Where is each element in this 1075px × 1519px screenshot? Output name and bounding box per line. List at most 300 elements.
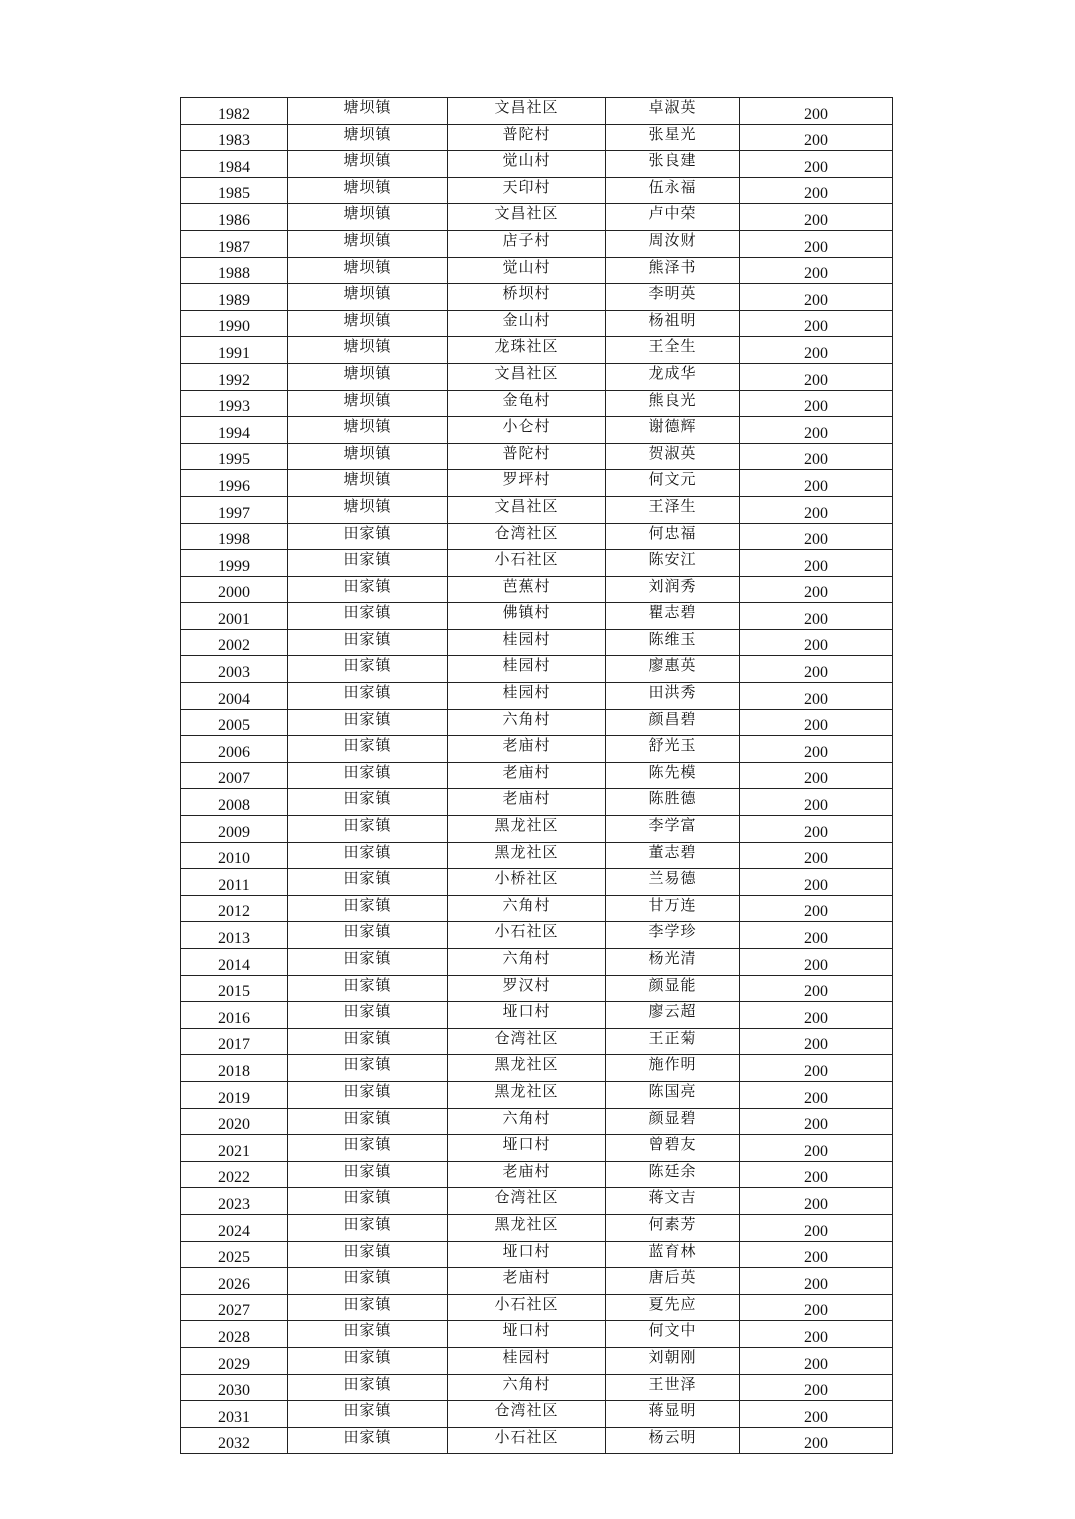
village-cell: 文昌社区 xyxy=(448,496,606,523)
serial-number-cell: 2027 xyxy=(181,1294,288,1321)
village-cell: 桥坝村 xyxy=(448,284,606,311)
amount-cell: 200 xyxy=(740,98,893,125)
name-cell: 伍永福 xyxy=(606,177,740,204)
town-cell: 塘坝镇 xyxy=(288,151,448,178)
village-cell: 觉山村 xyxy=(448,257,606,284)
town-cell: 塘坝镇 xyxy=(288,257,448,284)
village-cell: 垭口村 xyxy=(448,1321,606,1348)
name-cell: 龙成华 xyxy=(606,363,740,390)
table-row xyxy=(181,629,893,656)
serial-number-cell: 1984 xyxy=(181,151,288,178)
name-cell: 兰易德 xyxy=(606,869,740,896)
town-cell: 田家镇 xyxy=(288,922,448,949)
serial-number-cell: 2010 xyxy=(181,842,288,869)
serial-number-cell: 2017 xyxy=(181,1028,288,1055)
village-cell: 仓湾社区 xyxy=(448,1028,606,1055)
serial-number-cell: 1987 xyxy=(181,230,288,257)
amount-cell: 200 xyxy=(740,1321,893,1348)
town-cell: 田家镇 xyxy=(288,1188,448,1215)
name-cell: 蒋文吉 xyxy=(606,1188,740,1215)
name-cell: 刘朝刚 xyxy=(606,1347,740,1374)
serial-number-cell: 2029 xyxy=(181,1347,288,1374)
amount-cell: 200 xyxy=(740,816,893,843)
village-cell: 文昌社区 xyxy=(448,363,606,390)
serial-number-cell: 2014 xyxy=(181,949,288,976)
serial-number-cell: 1992 xyxy=(181,363,288,390)
amount-cell: 200 xyxy=(740,1374,893,1401)
table-row xyxy=(181,550,893,577)
table-row xyxy=(181,922,893,949)
village-cell: 老庙村 xyxy=(448,736,606,763)
name-cell: 曾碧友 xyxy=(606,1135,740,1162)
amount-cell: 200 xyxy=(740,1294,893,1321)
village-cell: 仓湾社区 xyxy=(448,1401,606,1428)
name-cell: 李学富 xyxy=(606,816,740,843)
serial-number-cell: 2007 xyxy=(181,762,288,789)
amount-cell: 200 xyxy=(740,1188,893,1215)
amount-cell: 200 xyxy=(740,417,893,444)
name-cell: 王世泽 xyxy=(606,1374,740,1401)
serial-number-cell: 2021 xyxy=(181,1135,288,1162)
village-cell: 仓湾社区 xyxy=(448,523,606,550)
town-cell: 塘坝镇 xyxy=(288,496,448,523)
amount-cell: 200 xyxy=(740,975,893,1002)
village-cell: 桂园村 xyxy=(448,1347,606,1374)
amount-cell: 200 xyxy=(740,842,893,869)
amount-cell: 200 xyxy=(740,656,893,683)
serial-number-cell: 2024 xyxy=(181,1214,288,1241)
table-row xyxy=(181,1401,893,1428)
amount-cell: 200 xyxy=(740,390,893,417)
serial-number-cell: 2025 xyxy=(181,1241,288,1268)
village-cell: 桂园村 xyxy=(448,683,606,710)
town-cell: 田家镇 xyxy=(288,1374,448,1401)
name-cell: 杨光清 xyxy=(606,949,740,976)
village-cell: 老庙村 xyxy=(448,762,606,789)
table-body xyxy=(181,98,893,1454)
serial-number-cell: 2005 xyxy=(181,709,288,736)
table-row xyxy=(181,337,893,364)
village-cell: 老庙村 xyxy=(448,1161,606,1188)
serial-number-cell: 2015 xyxy=(181,975,288,1002)
table-row xyxy=(181,975,893,1002)
table-row xyxy=(181,1188,893,1215)
town-cell: 田家镇 xyxy=(288,1347,448,1374)
village-cell: 佛镇村 xyxy=(448,603,606,630)
name-cell: 陈廷余 xyxy=(606,1161,740,1188)
amount-cell: 200 xyxy=(740,683,893,710)
amount-cell: 200 xyxy=(740,709,893,736)
name-cell: 廖云超 xyxy=(606,1002,740,1029)
name-cell: 陈安江 xyxy=(606,550,740,577)
village-cell: 罗坪村 xyxy=(448,470,606,497)
table-row xyxy=(181,177,893,204)
amount-cell: 200 xyxy=(740,1055,893,1082)
table-row xyxy=(181,523,893,550)
village-cell: 文昌社区 xyxy=(448,204,606,231)
town-cell: 田家镇 xyxy=(288,1108,448,1135)
name-cell: 卢中荣 xyxy=(606,204,740,231)
name-cell: 谢德辉 xyxy=(606,417,740,444)
town-cell: 田家镇 xyxy=(288,975,448,1002)
table-row xyxy=(181,1135,893,1162)
amount-cell: 200 xyxy=(740,1081,893,1108)
table-row xyxy=(181,842,893,869)
name-cell: 何文中 xyxy=(606,1321,740,1348)
amount-cell: 200 xyxy=(740,363,893,390)
name-cell: 颜昌碧 xyxy=(606,709,740,736)
name-cell: 何文元 xyxy=(606,470,740,497)
serial-number-cell: 2023 xyxy=(181,1188,288,1215)
amount-cell: 200 xyxy=(740,895,893,922)
town-cell: 田家镇 xyxy=(288,1028,448,1055)
amount-cell: 200 xyxy=(740,496,893,523)
village-cell: 桂园村 xyxy=(448,629,606,656)
town-cell: 田家镇 xyxy=(288,1214,448,1241)
name-cell: 田洪秀 xyxy=(606,683,740,710)
amount-cell: 200 xyxy=(740,736,893,763)
amount-cell: 200 xyxy=(740,523,893,550)
town-cell: 塘坝镇 xyxy=(288,443,448,470)
table-row xyxy=(181,656,893,683)
village-cell: 黑龙社区 xyxy=(448,816,606,843)
table-row xyxy=(181,98,893,125)
name-cell: 刘润秀 xyxy=(606,576,740,603)
town-cell: 塘坝镇 xyxy=(288,337,448,364)
serial-number-cell: 2012 xyxy=(181,895,288,922)
table-row xyxy=(181,151,893,178)
village-cell: 六角村 xyxy=(448,1108,606,1135)
serial-number-cell: 1997 xyxy=(181,496,288,523)
table-row xyxy=(181,1321,893,1348)
table-row xyxy=(181,417,893,444)
serial-number-cell: 2032 xyxy=(181,1427,288,1454)
amount-cell: 200 xyxy=(740,1002,893,1029)
village-cell: 六角村 xyxy=(448,895,606,922)
name-cell: 陈先模 xyxy=(606,762,740,789)
serial-number-cell: 2001 xyxy=(181,603,288,630)
name-cell: 施作明 xyxy=(606,1055,740,1082)
table-row xyxy=(181,124,893,151)
town-cell: 田家镇 xyxy=(288,1135,448,1162)
village-cell: 小仑村 xyxy=(448,417,606,444)
town-cell: 塘坝镇 xyxy=(288,177,448,204)
name-cell: 董志碧 xyxy=(606,842,740,869)
table-row xyxy=(181,1055,893,1082)
village-cell: 金山村 xyxy=(448,310,606,337)
name-cell: 杨祖明 xyxy=(606,310,740,337)
village-cell: 罗汉村 xyxy=(448,975,606,1002)
village-cell: 垭口村 xyxy=(448,1002,606,1029)
village-cell: 六角村 xyxy=(448,709,606,736)
amount-cell: 200 xyxy=(740,443,893,470)
town-cell: 田家镇 xyxy=(288,842,448,869)
serial-number-cell: 2002 xyxy=(181,629,288,656)
village-cell: 仓湾社区 xyxy=(448,1188,606,1215)
name-cell: 王全生 xyxy=(606,337,740,364)
table-row xyxy=(181,230,893,257)
serial-number-cell: 1982 xyxy=(181,98,288,125)
amount-cell: 200 xyxy=(740,869,893,896)
name-cell: 熊泽书 xyxy=(606,257,740,284)
amount-cell: 200 xyxy=(740,204,893,231)
serial-number-cell: 2006 xyxy=(181,736,288,763)
amount-cell: 200 xyxy=(740,762,893,789)
town-cell: 田家镇 xyxy=(288,683,448,710)
town-cell: 田家镇 xyxy=(288,1294,448,1321)
village-cell: 小石社区 xyxy=(448,1427,606,1454)
village-cell: 店子村 xyxy=(448,230,606,257)
table-row xyxy=(181,895,893,922)
table-row xyxy=(181,1268,893,1295)
name-cell: 何忠福 xyxy=(606,523,740,550)
amount-cell: 200 xyxy=(740,1241,893,1268)
name-cell: 颜显碧 xyxy=(606,1108,740,1135)
serial-number-cell: 2013 xyxy=(181,922,288,949)
amount-cell: 200 xyxy=(740,550,893,577)
village-cell: 天印村 xyxy=(448,177,606,204)
table-row xyxy=(181,1241,893,1268)
amount-cell: 200 xyxy=(740,151,893,178)
table-row xyxy=(181,683,893,710)
amount-cell: 200 xyxy=(740,1347,893,1374)
amount-cell: 200 xyxy=(740,922,893,949)
table-row xyxy=(181,496,893,523)
town-cell: 田家镇 xyxy=(288,1161,448,1188)
town-cell: 田家镇 xyxy=(288,629,448,656)
town-cell: 田家镇 xyxy=(288,816,448,843)
town-cell: 田家镇 xyxy=(288,789,448,816)
town-cell: 塘坝镇 xyxy=(288,363,448,390)
table-row xyxy=(181,1081,893,1108)
town-cell: 塘坝镇 xyxy=(288,310,448,337)
serial-number-cell: 2016 xyxy=(181,1002,288,1029)
town-cell: 田家镇 xyxy=(288,869,448,896)
table-row xyxy=(181,1214,893,1241)
village-cell: 老庙村 xyxy=(448,789,606,816)
name-cell: 王泽生 xyxy=(606,496,740,523)
village-cell: 垭口村 xyxy=(448,1135,606,1162)
amount-cell: 200 xyxy=(740,257,893,284)
serial-number-cell: 1989 xyxy=(181,284,288,311)
town-cell: 塘坝镇 xyxy=(288,124,448,151)
serial-number-cell: 2018 xyxy=(181,1055,288,1082)
town-cell: 塘坝镇 xyxy=(288,390,448,417)
table-row xyxy=(181,310,893,337)
village-cell: 黑龙社区 xyxy=(448,1055,606,1082)
amount-cell: 200 xyxy=(740,1028,893,1055)
serial-number-cell: 2022 xyxy=(181,1161,288,1188)
table-row xyxy=(181,869,893,896)
serial-number-cell: 1996 xyxy=(181,470,288,497)
amount-cell: 200 xyxy=(740,949,893,976)
town-cell: 田家镇 xyxy=(288,523,448,550)
village-cell: 老庙村 xyxy=(448,1268,606,1295)
village-cell: 小桥社区 xyxy=(448,869,606,896)
name-cell: 熊良光 xyxy=(606,390,740,417)
town-cell: 田家镇 xyxy=(288,1055,448,1082)
name-cell: 甘万连 xyxy=(606,895,740,922)
serial-number-cell: 2008 xyxy=(181,789,288,816)
town-cell: 田家镇 xyxy=(288,949,448,976)
name-cell: 舒光玉 xyxy=(606,736,740,763)
recipient-table xyxy=(180,97,893,1454)
serial-number-cell: 2011 xyxy=(181,869,288,896)
name-cell: 陈维玉 xyxy=(606,629,740,656)
village-cell: 小石社区 xyxy=(448,1294,606,1321)
town-cell: 田家镇 xyxy=(288,1268,448,1295)
serial-number-cell: 1994 xyxy=(181,417,288,444)
town-cell: 田家镇 xyxy=(288,736,448,763)
serial-number-cell: 1983 xyxy=(181,124,288,151)
name-cell: 夏先应 xyxy=(606,1294,740,1321)
table-row xyxy=(181,1347,893,1374)
name-cell: 陈胜德 xyxy=(606,789,740,816)
amount-cell: 200 xyxy=(740,1427,893,1454)
serial-number-cell: 2031 xyxy=(181,1401,288,1428)
village-cell: 文昌社区 xyxy=(448,98,606,125)
table-row xyxy=(181,257,893,284)
table-row xyxy=(181,789,893,816)
village-cell: 小石社区 xyxy=(448,922,606,949)
serial-number-cell: 2004 xyxy=(181,683,288,710)
town-cell: 田家镇 xyxy=(288,576,448,603)
table-row xyxy=(181,576,893,603)
table-row xyxy=(181,1028,893,1055)
table-row xyxy=(181,470,893,497)
village-cell: 龙珠社区 xyxy=(448,337,606,364)
name-cell: 周汝财 xyxy=(606,230,740,257)
amount-cell: 200 xyxy=(740,284,893,311)
table-row xyxy=(181,1374,893,1401)
amount-cell: 200 xyxy=(740,1401,893,1428)
name-cell: 蒋显明 xyxy=(606,1401,740,1428)
name-cell: 贺淑英 xyxy=(606,443,740,470)
serial-number-cell: 1985 xyxy=(181,177,288,204)
serial-number-cell: 2030 xyxy=(181,1374,288,1401)
serial-number-cell: 2028 xyxy=(181,1321,288,1348)
name-cell: 张良建 xyxy=(606,151,740,178)
serial-number-cell: 1988 xyxy=(181,257,288,284)
amount-cell: 200 xyxy=(740,230,893,257)
name-cell: 颜显能 xyxy=(606,975,740,1002)
town-cell: 田家镇 xyxy=(288,1321,448,1348)
village-cell: 金龟村 xyxy=(448,390,606,417)
table-row xyxy=(181,762,893,789)
table-row xyxy=(181,284,893,311)
name-cell: 唐后英 xyxy=(606,1268,740,1295)
village-cell: 桂园村 xyxy=(448,656,606,683)
table-row xyxy=(181,390,893,417)
village-cell: 黑龙社区 xyxy=(448,1214,606,1241)
serial-number-cell: 1993 xyxy=(181,390,288,417)
town-cell: 田家镇 xyxy=(288,656,448,683)
town-cell: 塘坝镇 xyxy=(288,284,448,311)
amount-cell: 200 xyxy=(740,629,893,656)
town-cell: 田家镇 xyxy=(288,1427,448,1454)
name-cell: 王正菊 xyxy=(606,1028,740,1055)
town-cell: 塘坝镇 xyxy=(288,417,448,444)
name-cell: 张星光 xyxy=(606,124,740,151)
town-cell: 田家镇 xyxy=(288,603,448,630)
table-row xyxy=(181,603,893,630)
town-cell: 田家镇 xyxy=(288,895,448,922)
amount-cell: 200 xyxy=(740,1214,893,1241)
serial-number-cell: 2003 xyxy=(181,656,288,683)
serial-number-cell: 2026 xyxy=(181,1268,288,1295)
serial-number-cell: 2009 xyxy=(181,816,288,843)
name-cell: 廖惠英 xyxy=(606,656,740,683)
serial-number-cell: 1990 xyxy=(181,310,288,337)
serial-number-cell: 2020 xyxy=(181,1108,288,1135)
town-cell: 塘坝镇 xyxy=(288,230,448,257)
amount-cell: 200 xyxy=(740,337,893,364)
serial-number-cell: 1999 xyxy=(181,550,288,577)
town-cell: 田家镇 xyxy=(288,1002,448,1029)
serial-number-cell: 1991 xyxy=(181,337,288,364)
town-cell: 田家镇 xyxy=(288,709,448,736)
amount-cell: 200 xyxy=(740,1135,893,1162)
amount-cell: 200 xyxy=(740,470,893,497)
amount-cell: 200 xyxy=(740,1161,893,1188)
village-cell: 普陀村 xyxy=(448,124,606,151)
name-cell: 蓝育林 xyxy=(606,1241,740,1268)
name-cell: 何素芳 xyxy=(606,1214,740,1241)
table-row xyxy=(181,1108,893,1135)
amount-cell: 200 xyxy=(740,789,893,816)
serial-number-cell: 1995 xyxy=(181,443,288,470)
serial-number-cell: 2019 xyxy=(181,1081,288,1108)
town-cell: 塘坝镇 xyxy=(288,470,448,497)
table-row xyxy=(181,709,893,736)
town-cell: 塘坝镇 xyxy=(288,98,448,125)
name-cell: 李学珍 xyxy=(606,922,740,949)
town-cell: 田家镇 xyxy=(288,550,448,577)
table-row xyxy=(181,816,893,843)
serial-number-cell: 1986 xyxy=(181,204,288,231)
town-cell: 田家镇 xyxy=(288,1241,448,1268)
amount-cell: 200 xyxy=(740,310,893,337)
name-cell: 杨云明 xyxy=(606,1427,740,1454)
amount-cell: 200 xyxy=(740,576,893,603)
serial-number-cell: 2000 xyxy=(181,576,288,603)
town-cell: 田家镇 xyxy=(288,762,448,789)
village-cell: 普陀村 xyxy=(448,443,606,470)
name-cell: 陈国亮 xyxy=(606,1081,740,1108)
table-row xyxy=(181,1294,893,1321)
table-row xyxy=(181,204,893,231)
village-cell: 六角村 xyxy=(448,1374,606,1401)
table-row xyxy=(181,443,893,470)
amount-cell: 200 xyxy=(740,177,893,204)
table-row xyxy=(181,736,893,763)
amount-cell: 200 xyxy=(740,1108,893,1135)
village-cell: 黑龙社区 xyxy=(448,842,606,869)
serial-number-cell: 1998 xyxy=(181,523,288,550)
name-cell: 李明英 xyxy=(606,284,740,311)
town-cell: 田家镇 xyxy=(288,1081,448,1108)
town-cell: 田家镇 xyxy=(288,1401,448,1428)
village-cell: 黑龙社区 xyxy=(448,1081,606,1108)
amount-cell: 200 xyxy=(740,124,893,151)
town-cell: 塘坝镇 xyxy=(288,204,448,231)
table-row xyxy=(181,1002,893,1029)
name-cell: 瞿志碧 xyxy=(606,603,740,630)
village-cell: 小石社区 xyxy=(448,550,606,577)
table-row xyxy=(181,1427,893,1454)
village-cell: 觉山村 xyxy=(448,151,606,178)
village-cell: 芭蕉村 xyxy=(448,576,606,603)
